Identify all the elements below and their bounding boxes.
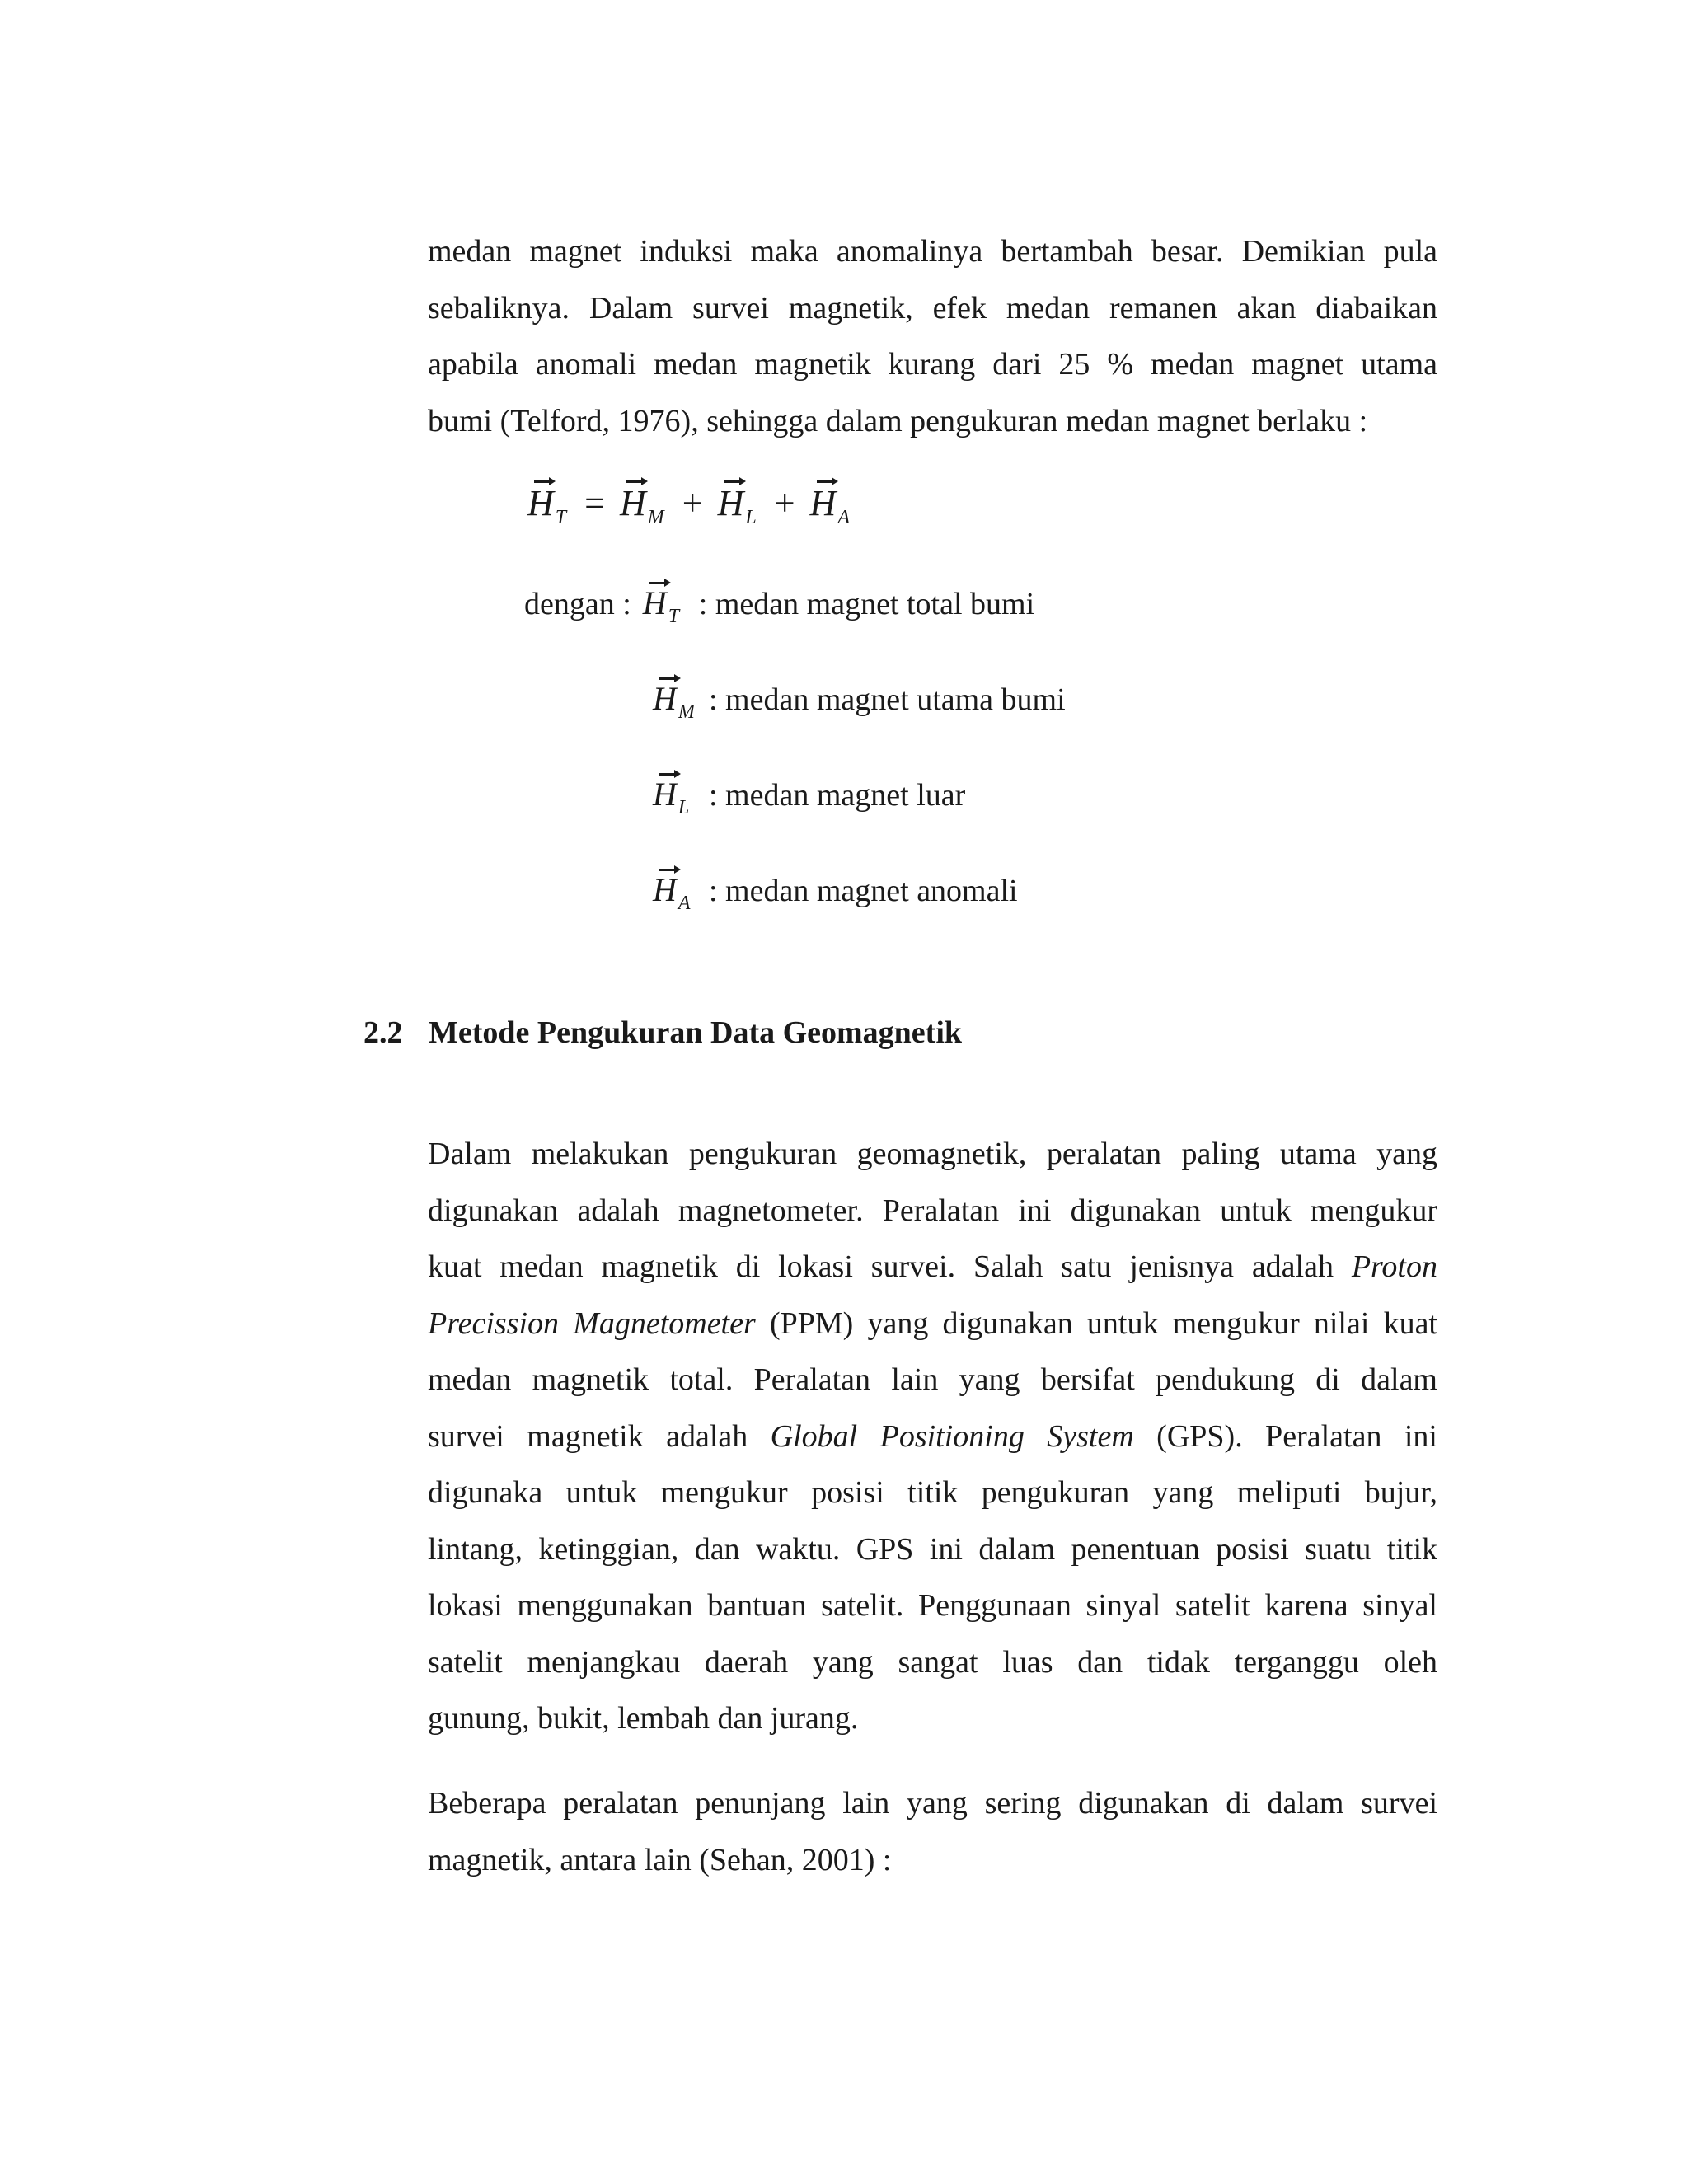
subscript: M (647, 507, 664, 528)
section-number: 2.2 (363, 1015, 403, 1050)
italic-term: Precission Magnetometer (428, 1305, 756, 1341)
definition-text: : medan magnet utama bumi (709, 682, 1066, 717)
text-line (428, 1408, 1437, 1465)
definition-row (653, 775, 965, 819)
text-line: sebaliknya. Dalam survei magnetik, efek medan remanen akan diabaikan (428, 290, 1437, 326)
text-line: lokasi menggunakan bantuan satelit. Penggunaan sinyal satelit karena sinyal (428, 1588, 1437, 1623)
text-run: (PPM) yang digunakan untuk mengukur nilai kuat (755, 1305, 1437, 1341)
equation-total-field (528, 482, 853, 529)
text-line (428, 1239, 1437, 1296)
definition-row (524, 583, 1034, 628)
definition-text: : medan magnet luar (709, 778, 966, 813)
vector-h: H (653, 680, 677, 717)
text-line: Dalam melakukan pengukuran geomagnetik, peralatan paling utama yang (428, 1137, 1437, 1171)
definition-text: : medan magnet total bumi (698, 587, 1035, 621)
text-run: (GPS). Peralatan ini (1133, 1418, 1437, 1454)
italic-term: Global Positioning System (770, 1418, 1134, 1454)
text-line: medan magnet induksi maka anomalinya bertambah besar. Demikian pula (428, 234, 1437, 269)
text-line: gunung, bukit, lembah dan jurang. (428, 1701, 859, 1736)
operator: + (682, 483, 703, 523)
italic-term: Proton (1351, 1249, 1437, 1284)
text-run: kuat medan magnetik di lokasi survei. Salah satu jenisnya adalah (428, 1249, 1352, 1284)
paragraph-methods (428, 1126, 1437, 1747)
subscript: L (745, 507, 757, 528)
vector-h: H (619, 483, 646, 523)
paragraph-intro (428, 223, 1437, 449)
text-line: digunaka untuk mengukur posisi titik pengukuran yang meliputi bujur, (428, 1475, 1437, 1510)
subscript: L (678, 797, 690, 818)
subscript: T (668, 606, 680, 627)
text-line: Beberapa peralatan penunjang lain yang sering digunakan di dalam survei (428, 1786, 1437, 1821)
subscript: A (678, 893, 691, 914)
text-line: medan magnetik total. Peralatan lain yang bersifat pendukung di dalam (428, 1362, 1437, 1397)
paragraph-equipment (428, 1775, 1437, 1888)
section-heading (363, 1015, 962, 1051)
subscript: M (678, 701, 695, 723)
definition-row (653, 870, 1018, 915)
subscript: T (555, 507, 567, 528)
definition-text: : medan magnet anomali (709, 874, 1018, 908)
text-line (428, 1296, 1437, 1352)
vector-h: H (642, 584, 667, 621)
text-run: survei magnetik adalah (428, 1418, 771, 1454)
vector-h: H (809, 483, 837, 523)
text-line: digunakan adalah magnetometer. Peralatan ini digunakan untuk mengukur (428, 1193, 1437, 1228)
definition-row (653, 679, 1066, 724)
subscript: A (837, 507, 850, 528)
operator: = (584, 483, 605, 523)
text-line: lintang, ketinggian, dan waktu. GPS ini dalam penentuan posisi suatu titik (428, 1531, 1437, 1567)
vector-h: H (653, 776, 677, 813)
vector-h: H (528, 483, 554, 523)
vector-h: H (717, 483, 744, 523)
text-line: bumi (Telford, 1976), sehingga dalam pengukuran medan magnet berlaku : (428, 403, 1368, 438)
section-title: Metode Pengukuran Data Geomagnetik (429, 1015, 963, 1050)
text-line: apabila anomali medan magnetik kurang dari 25 % medan magnet utama (428, 347, 1437, 382)
text-line: magnetik, antara lain (Sehan, 2001) : (428, 1842, 892, 1877)
operator: + (774, 483, 795, 523)
vector-h: H (653, 871, 677, 908)
text-line: satelit menjangkau daerah yang sangat luas dan tidak terganggu oleh (428, 1644, 1437, 1680)
definition-label: dengan : (524, 587, 631, 621)
